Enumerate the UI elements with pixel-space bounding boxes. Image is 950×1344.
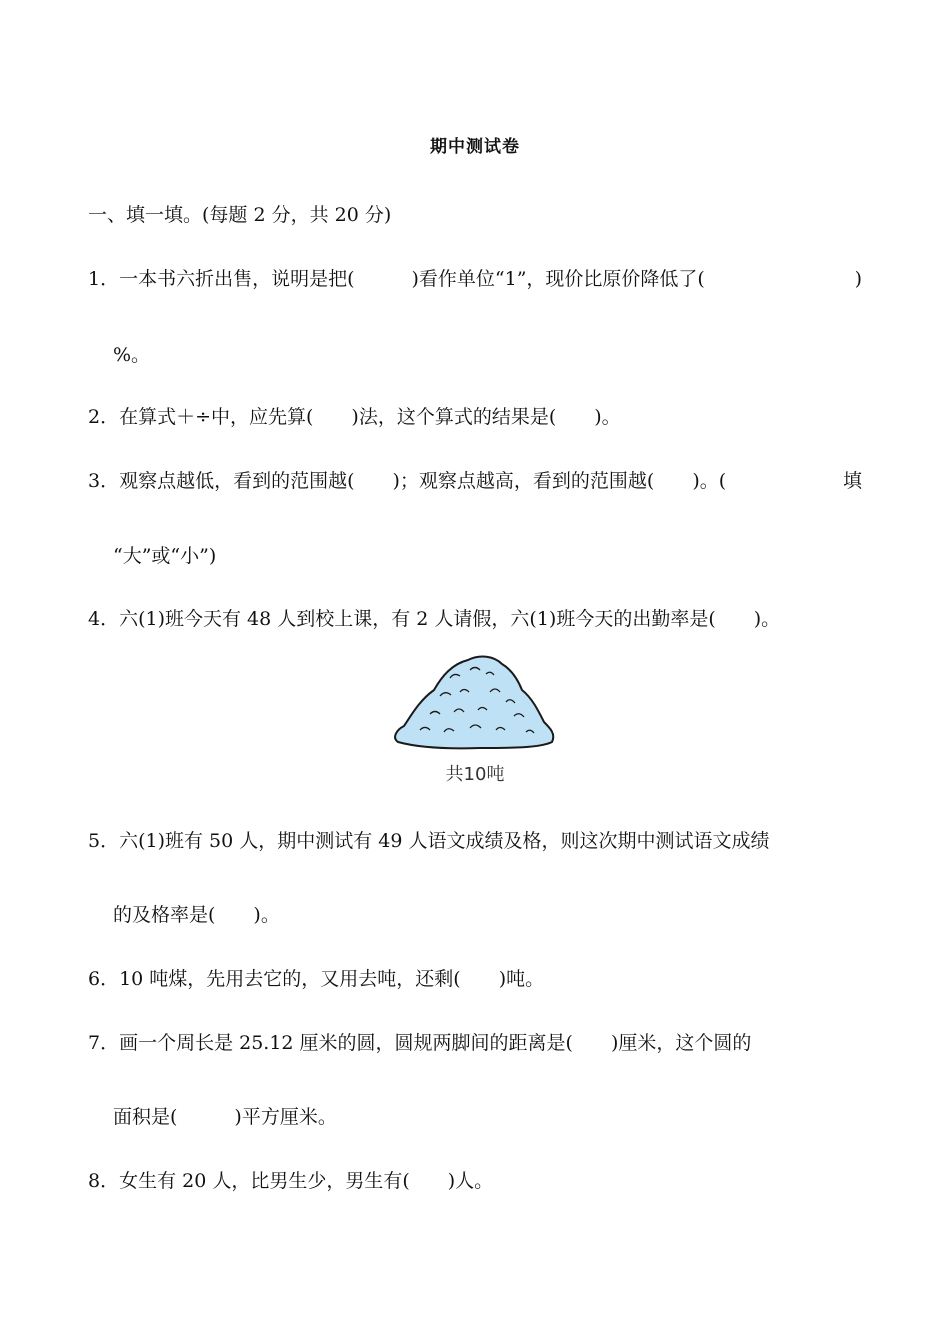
- coal-pile-figure: [390, 652, 560, 792]
- question-5: 5．六(1)班有 50 人，期中测试有 49 人语文成绩及格，则这次期中测试语文成绩: [88, 830, 770, 852]
- question-4: 4．六(1)班今天有 48 人到校上课，有 2 人请假，六(1)班今天的出勤率是( )。: [88, 608, 781, 630]
- figure-caption: 共10吨: [445, 764, 505, 785]
- question-1: [88, 266, 862, 292]
- question-3-continuation: “大”或“小”): [113, 545, 217, 567]
- question-5-continuation: 的及格率是( )。: [113, 904, 280, 926]
- question-1-text: 1．一本书六折出售，说明是把( )看作单位“1”，现价比原价降低了(: [88, 268, 705, 290]
- question-1-closing: ): [854, 268, 862, 290]
- section-heading: 一、填一填。(每题 2 分，共 20 分): [88, 204, 392, 226]
- question-3-closing: 填: [842, 470, 862, 492]
- question-7-continuation: 面积是( )平方厘米。: [113, 1106, 337, 1128]
- pile-icon: [390, 652, 560, 756]
- question-3-text: 3．观察点越低，看到的范围越( )；观察点越高，看到的范围越( )。(: [88, 470, 727, 492]
- question-1-continuation: %。: [113, 344, 151, 366]
- question-8: 8．女生有 20 人，比男生少，男生有( )人。: [88, 1170, 494, 1192]
- question-3: [88, 468, 862, 494]
- question-7: 7．画一个周长是 25.12 厘米的圆，圆规两脚间的距离是( )厘米，这个圆的: [88, 1032, 752, 1054]
- question-2: 2．在算式＋÷中，应先算( )法，这个算式的结果是( )。: [88, 406, 621, 428]
- page-title: 期中测试卷: [430, 137, 520, 157]
- pile-shape: [395, 657, 553, 749]
- question-6: 6．10 吨煤，先用去它的，又用去吨，还剩( )吨。: [88, 968, 545, 990]
